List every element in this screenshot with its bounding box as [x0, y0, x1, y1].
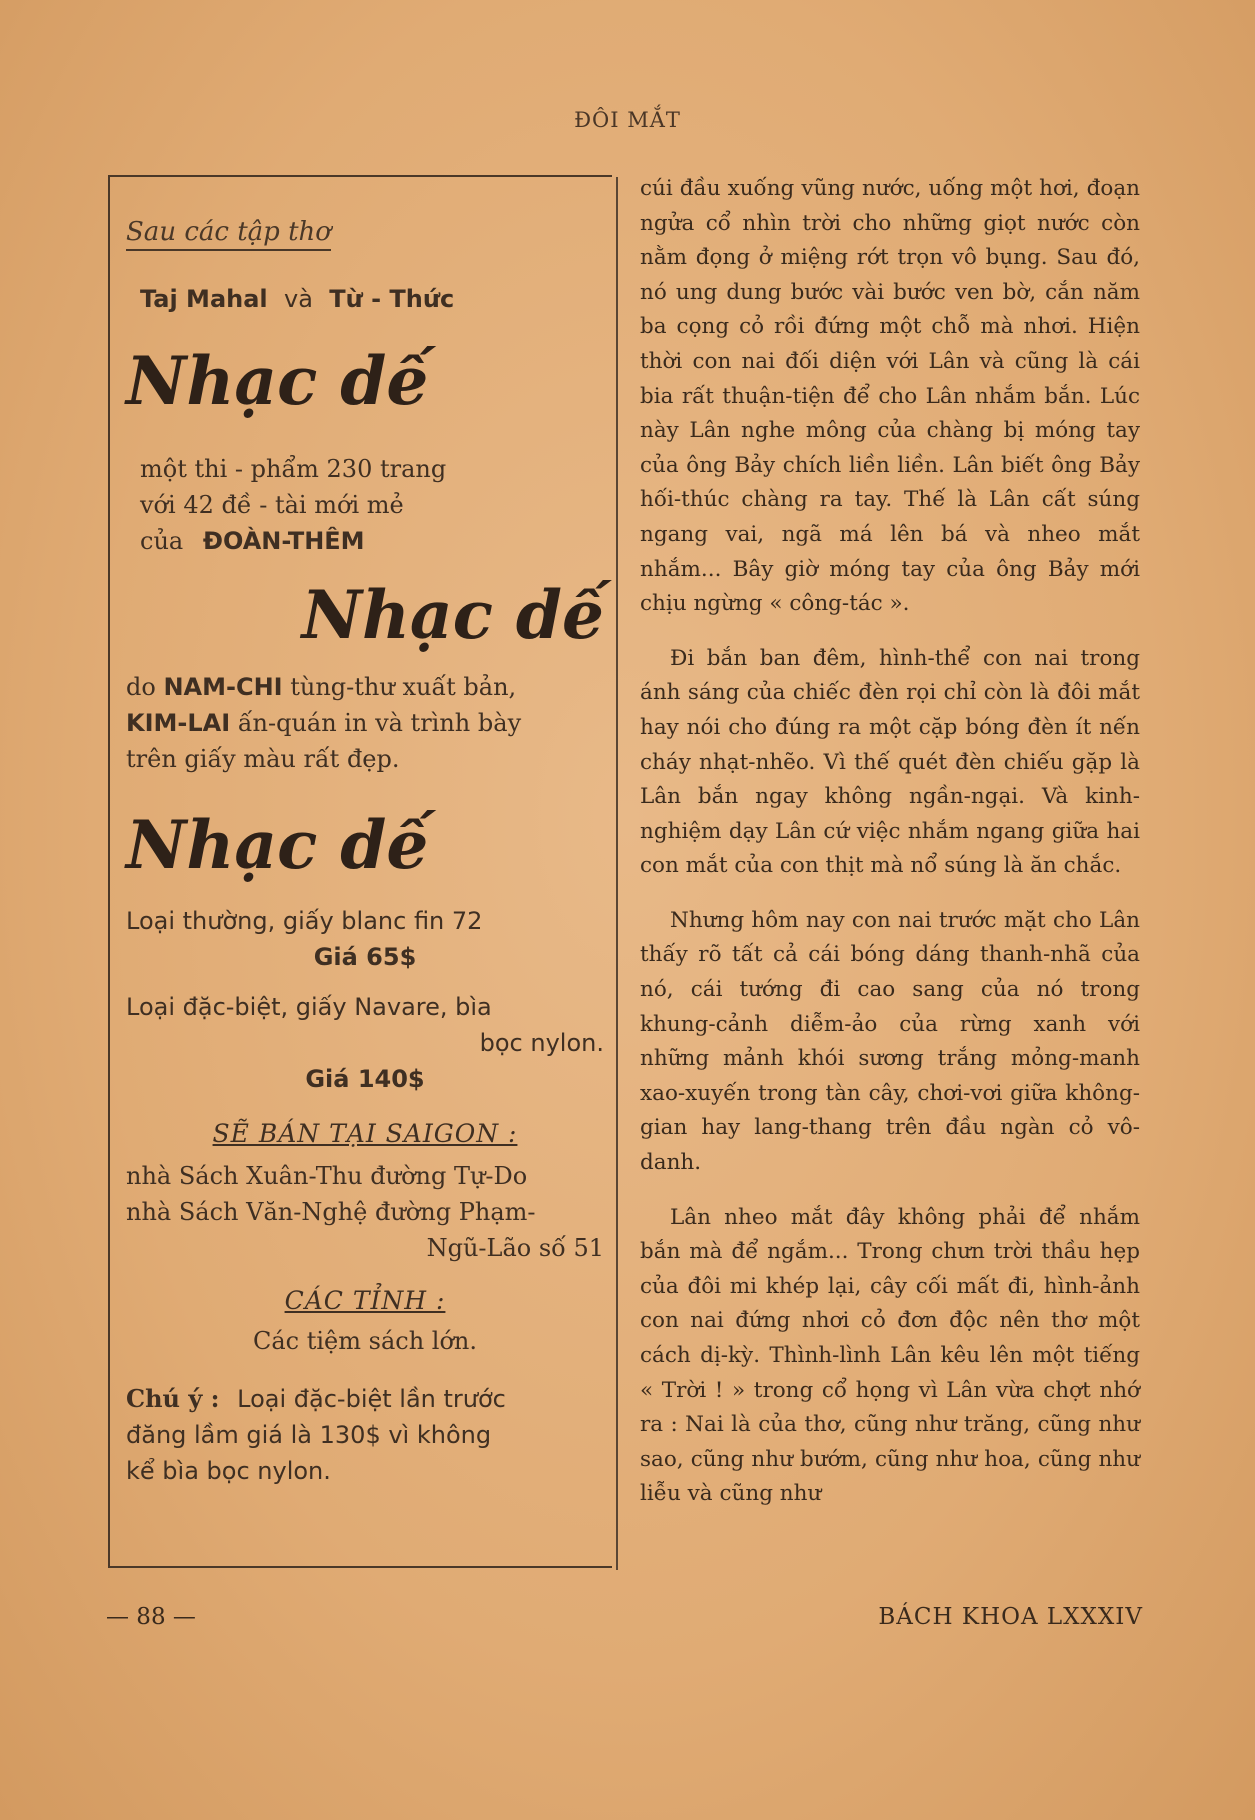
publication-info: [126, 669, 604, 777]
note-label: Chú ý :: [126, 1384, 220, 1413]
article-paragraph-1: cúi đầu xuống vũng nước, uống một hơi, đoạn ngửa cổ nhìn trời cho những giọt nước còn nằm đọng ở miệng rớt trọn vô bụng. Sau đó, nó ung dung bước vài bước ven bờ, cắn năm ba cọng cỏ rồi đứng một chỗ mà nhơi. Hiện thời con nai đối diện với Lân và cũng là cái bia rất thuận-tiện để cho Lân nhắm bắn. Lúc này Lân nghe mông của chàng bị móng tay của ông Bảy chích liền liền. Lân biết ông Bảy hối-thúc chàng ra tay. Thế là Lân cất súng ngang vai, ngã má lên bá và nheo mắt nhắm... Bây giờ móng tay của ông Bảy mới chịu ngừng « công-tác ».: [640, 176, 1140, 617]
store-van-nghe-line-2: Ngũ-Lão số 51: [426, 1234, 604, 1262]
special-edition-line-1: Loại đặc-biệt, giấy Navare, bìa: [126, 993, 492, 1021]
pricing: [126, 903, 604, 1097]
book-title-1: Nhạc dế: [126, 342, 429, 420]
regular-price: Giá 65$: [313, 943, 417, 971]
ad-content: [126, 217, 604, 1489]
desc-line-1: một thi - phẩm 230 trang: [140, 455, 447, 483]
pub-line-2: [126, 705, 604, 741]
article-paragraph-3: Nhưng hôm nay con nai trước mặt cho Lân thấy rõ tất cả cái bóng dáng thanh-nhã của nó, cái tướng đi cao sang của nó trong khung-cảnh diễm-ảo của rừng xanh với những mảnh khói sương trắng mỏng-manh xao-xuyến trong tàn cây, chơi-vơi giữa không-gian hay lang-thang trên đầu ngàn cỏ vô-danh.: [640, 907, 1140, 1176]
printer-name: KIM-LAI: [126, 709, 231, 737]
desc-line-3: [140, 523, 604, 559]
pub-line-1-suffix: tùng-thư xuất bản,: [290, 673, 517, 701]
note-line-2: đăng lầm giá là 130$ vì không: [126, 1421, 492, 1449]
author-name: ĐOÀN-THÊM: [202, 527, 365, 555]
note-line-3: kể bìa bọc nylon.: [126, 1457, 331, 1485]
regular-edition: Loại thường, giấy blanc fin 72: [126, 907, 483, 935]
price-note: [126, 1381, 604, 1489]
saigon-heading: SẼ BÁN TẠI SAIGON :: [212, 1119, 518, 1148]
journal-issue: BÁCH KHOA LXXXIV: [878, 1604, 1143, 1630]
note-line-1: [126, 1381, 604, 1417]
desc-line-3-prefix: của: [140, 527, 184, 555]
pub-line-1: [126, 669, 604, 705]
book-description: [140, 451, 604, 559]
running-title: ĐÔI MẮT: [574, 108, 681, 132]
article-column: [640, 172, 1140, 1532]
provinces-heading: CÁC TỈNH :: [284, 1286, 446, 1315]
publisher-name: NAM-CHI: [163, 673, 283, 701]
desc-line-2: với 42 đề - tài mới mẻ: [140, 491, 404, 519]
book-advertisement: [108, 175, 612, 1568]
book-title-3: Nhạc dế: [126, 806, 429, 884]
article-paragraph-2: Đi bắn ban đêm, hình-thể con nai trong ánh sáng của chiếc đèn rọi chỉ còn là đôi mắt hay nói cho đúng ra một cặp bóng đèn ít nến cháy nhạt-nhẽo. Vì thế quét đèn chiếu gặp là Lân bắn ngay không ngần-ngại. Và kinh-nghiệm dạy Lân cứ việc nhắm ngang giữa hai con mắt của con thịt mà nổ súng là ăn chắc.: [640, 645, 1140, 879]
ad-box-right-rule: [616, 177, 618, 1570]
page-number: — 88 —: [106, 1604, 196, 1630]
note-line-1-text: Loại đặc-biệt lần trước: [237, 1385, 506, 1413]
special-edition-line-2: bọc nylon.: [479, 1029, 604, 1057]
special-price: Giá 140$: [305, 1065, 425, 1093]
provinces-section: [126, 1286, 604, 1359]
pub-line-2-suffix: ấn-quán in và trình bày: [237, 709, 522, 737]
store-van-nghe-line-1: nhà Sách Văn-Nghệ đường Phạm-: [126, 1198, 536, 1226]
saigon-section: [126, 1119, 604, 1266]
store-xuan-thu: nhà Sách Xuân-Thu đường Tự-Do: [126, 1162, 528, 1190]
prior-works-conj: và: [284, 285, 313, 313]
article-paragraph-4: Lân nheo mắt đây không phải để nhắm bắn mà để ngắm... Trong chưn trời thầu hẹp của đôi mi khép lại, cây cối mất đi, hình-ảnh con nai đứng nhơi cỏ đơn độc nên thơ một cách dị-kỳ. Thình-lình Lân kêu lên một tiếng « Trời ! » trong cổ họng vì Lân vừa chợt nhớ ra : Nai là của thơ, cũng như trăng, cũng như sao, cũng như bướm, cũng như hoa, cũng như liễu và cũng như: [640, 1204, 1140, 1507]
provinces-text: Các tiệm sách lớn.: [252, 1327, 477, 1355]
prior-works: [140, 281, 604, 321]
ad-intro: Sau các tập thơ: [126, 217, 331, 251]
pub-line-3: trên giấy màu rất đẹp.: [126, 745, 400, 773]
book-title-2: Nhạc dế: [301, 576, 604, 654]
prior-work-tu-thuc: Từ - Thức: [329, 285, 455, 313]
prior-work-taj-mahal: Taj Mahal: [140, 285, 268, 313]
pub-prefix: do: [126, 673, 156, 701]
